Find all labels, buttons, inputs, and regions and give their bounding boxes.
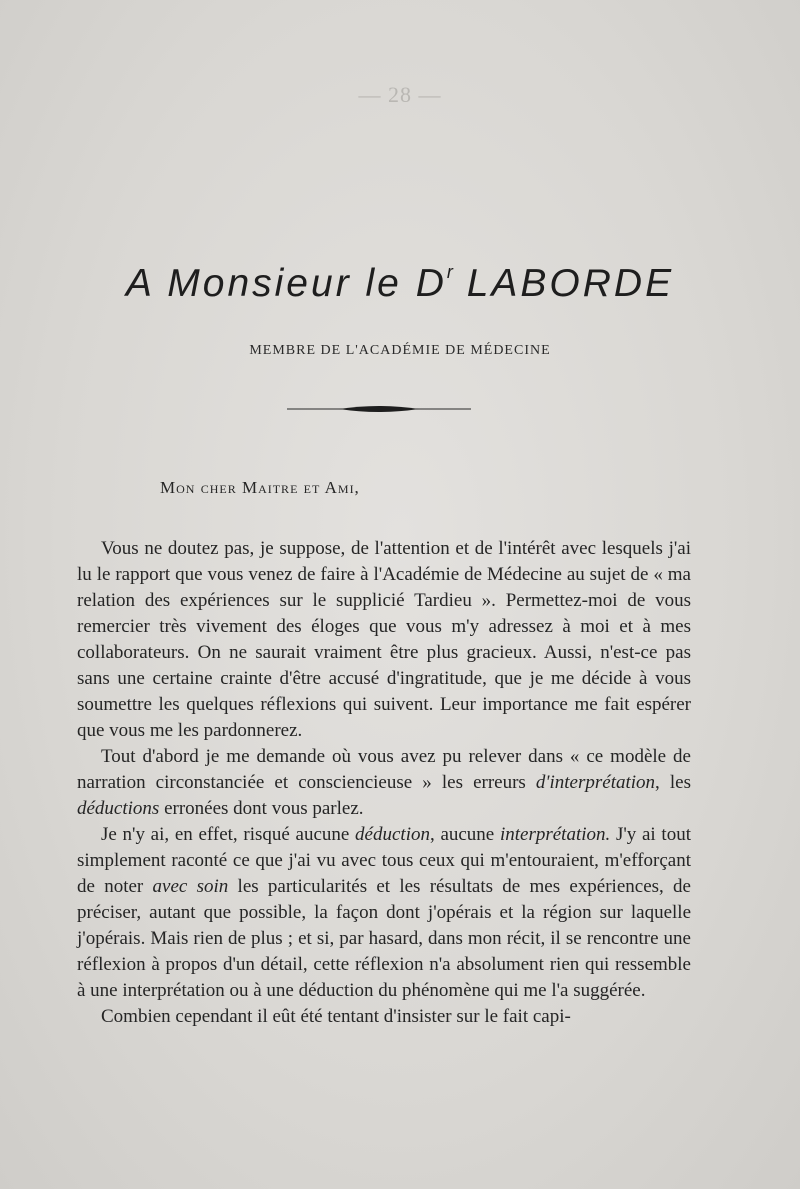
ornament-divider-icon	[287, 402, 471, 416]
paragraph-3-em-interpretation: interprétation.	[499, 824, 611, 845]
paragraph-2-em-interpretation: d'interprétation	[535, 772, 656, 793]
paragraph-4: Combien cependant il eût été tentant d'insister sur le fait capi-	[101, 1006, 571, 1027]
paragraph-2-text-e: erronées dont vous parlez.	[159, 798, 364, 819]
paragraph-3-text-a: Je n'y ai, en effet, risqué aucune	[101, 824, 356, 845]
paragraph-3-em-deduction: déduction	[355, 824, 430, 845]
paragraph-2-text-a: Tout d'abord je me demande où vous avez pu relever dans « ce modèle de narration circonstanciée et consciencieuse » les erreurs	[77, 746, 691, 793]
letter-body	[77, 536, 691, 1030]
paragraph-2	[77, 744, 691, 822]
paragraph-3-text-g: les particularités et les résultats de mes expériences, de préciser, autant que possible, la façon dont j'opérais et la région sur laquelle j'opérais. Mais rien de plus ; et si, par hasard, dans mon récit, il se rencontre une réflexion à propos d'un détail, cette réflexion n'a absolument rien qui ressemble à une interprétation ou à une déduction du phénomène qui me l'a suggérée.	[77, 876, 691, 1001]
dedication-prefix: A Monsieur le D	[125, 262, 447, 305]
dedication-name: LABORDE	[466, 262, 675, 305]
paragraph-2-em-deductions: déductions	[77, 798, 160, 819]
paragraph-3-em-avec-soin: avec soin	[152, 876, 229, 897]
page-number: — 28 —	[358, 82, 442, 107]
paragraph-3	[77, 822, 691, 1004]
paragraph-2-text-c: , les	[655, 772, 691, 793]
dedication-superscript: r	[446, 262, 453, 282]
salutation: Mon cher Maitre et Ami,	[160, 478, 360, 497]
dedication-heading	[0, 262, 800, 306]
dedication-subtitle: MEMBRE DE L'ACADÉMIE DE MÉDECINE	[249, 343, 551, 358]
paragraph-3-text-c: , aucune	[429, 824, 500, 845]
paragraph-1: Vous ne doutez pas, je suppose, de l'attention et de l'intérêt avec lesquels j'ai lu le rapport que vous venez de faire à l'Académie de Médecine au sujet de « ma relation des expériences sur le supplicié Tardieu ». Permettez-moi de vous remercier très vivement des éloges que vous m'y adressez à moi et à mes collaborateurs. On ne saurait vraiment être plus gracieux. Aussi, n'est-ce pas sans une certaine crainte d'être accusé d'ingratitude, que je me décide à vous soumettre les quelques réflexions qui suivent. Leur importance me fait espérer que vous me les pardonnerez.	[77, 538, 691, 741]
paragraph-3-text-e: J'y ai tout simplement raconté ce que j'ai vu avec tous ceux qui m'entouraient, m'efforçant de noter	[77, 824, 691, 897]
